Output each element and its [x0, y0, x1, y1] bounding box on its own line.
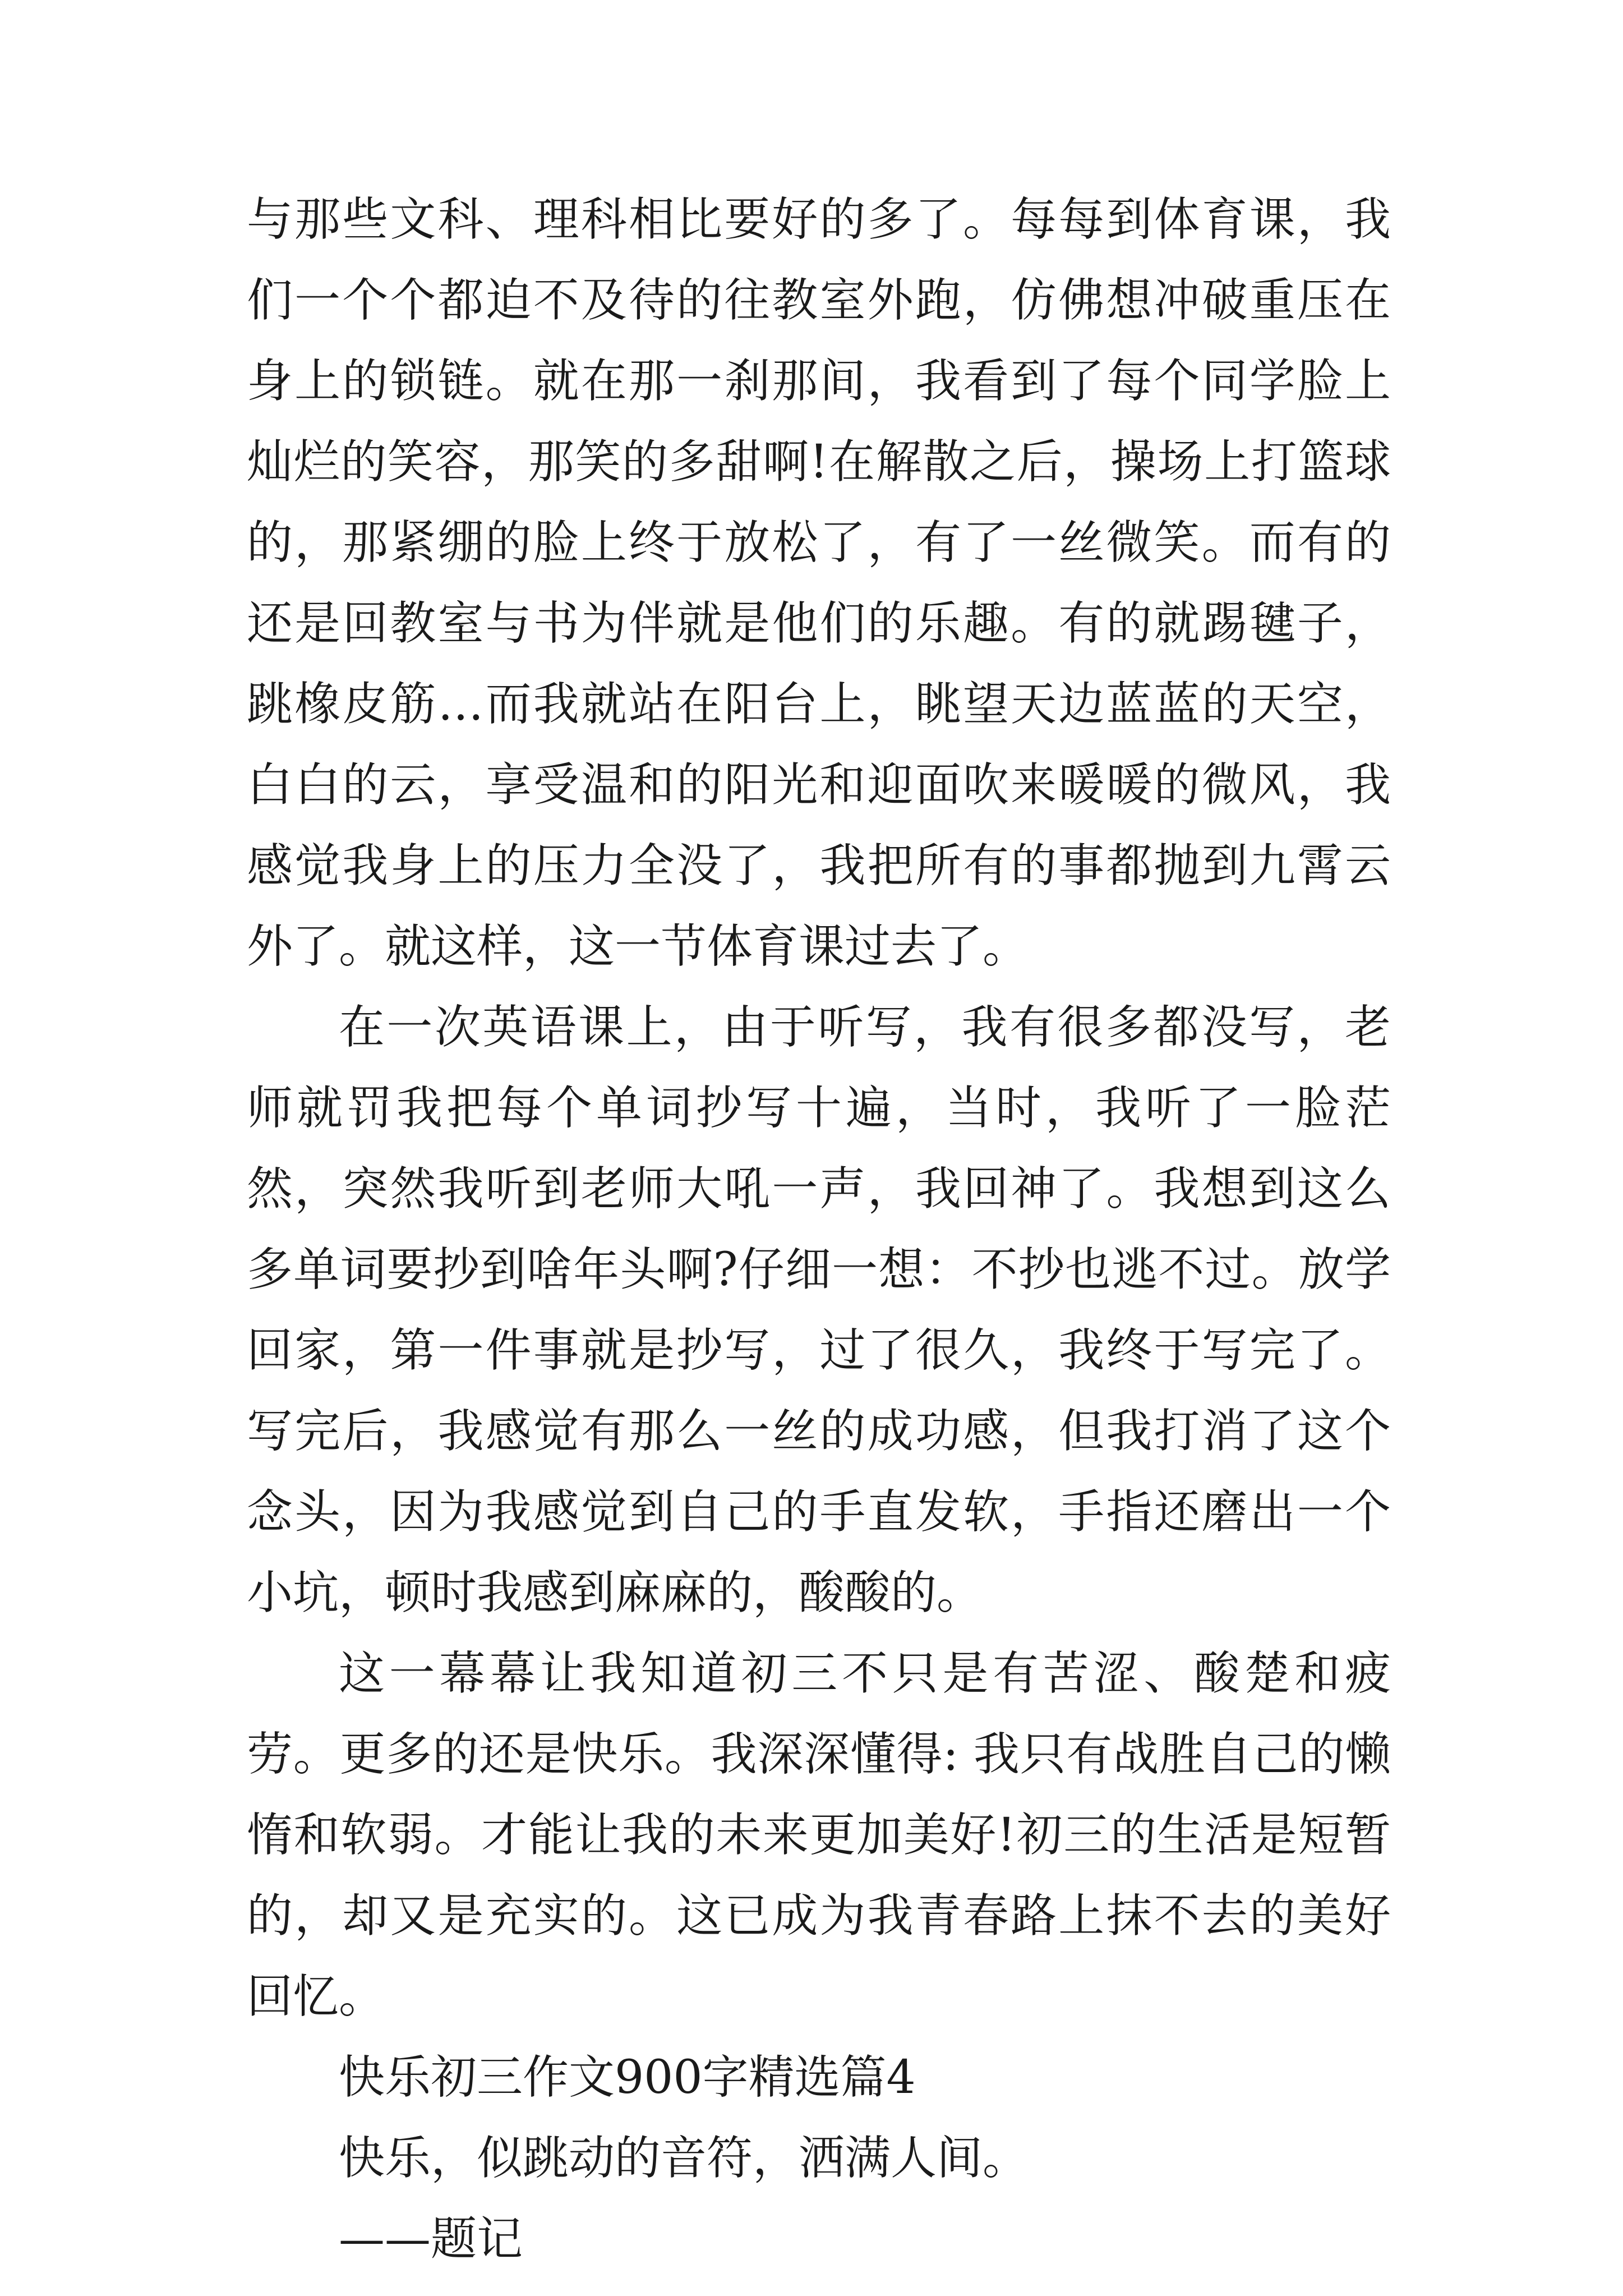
section-title: 快乐初三作文900字精选篇4	[339, 2051, 916, 2104]
paragraph-english-class: 在一次英语课上，由于听写，我有很多都没写，老师就罚我把每个单词抄写十遍，当时，我听了一脸茫然，突然我听到老师大吼一声，我回神了。我想到这么多单词要抄到啥年头啊?仔细一想：不抄也逃不过。放学回家，第一件事就是抄写，过了很久，我终于写完了。写完后，我感觉有那么一丝的成功感，但我打消了这个念头，因为我感觉到自己的手直发软，手指还磨出一个小坑，顿时我感到麻麻的，酸酸的。	[247, 1001, 1391, 1619]
epigraph: 快乐，似跳动的音符，洒满人间。	[339, 2132, 1029, 2185]
paragraph-conclusion: 这一幕幕让我知道初三不只是有苦涩、酸楚和疲劳。更多的还是快乐。我深深懂得: 我只有战胜自己的懒惰和软弱。才能让我的未来更加美好!初三的生活是短暂的，却又是充实的。这已成为我青春路上抹不去的美好回忆。	[247, 1647, 1391, 2023]
document-body	[247, 180, 1391, 2280]
epigraph-attribution: ——题记	[339, 2212, 523, 2266]
paragraph-pe-class: 与那些文科、理科相比要好的多了。每每到体育课，我们一个个都迫不及待的往教室外跑，仿佛想冲破重压在身上的锁链。就在那一刹那间，我看到了每个同学脸上灿烂的笑容，那笑的多甜啊!在解散之后，操场上打篮球的，那紧绷的脸上终于放松了，有了一丝微笑。而有的还是回教室与书为伴就是他们的乐趣。有的就踢毽子，跳橡皮筋…而我就站在阳台上，眺望天边蓝蓝的天空，白白的云，享受温和的阳光和迎面吹来暖暖的微风，我感觉我身上的压力全没了，我把所有的事都抛到九霄云外了。就这样，这一节体育课过去了。	[247, 193, 1391, 973]
